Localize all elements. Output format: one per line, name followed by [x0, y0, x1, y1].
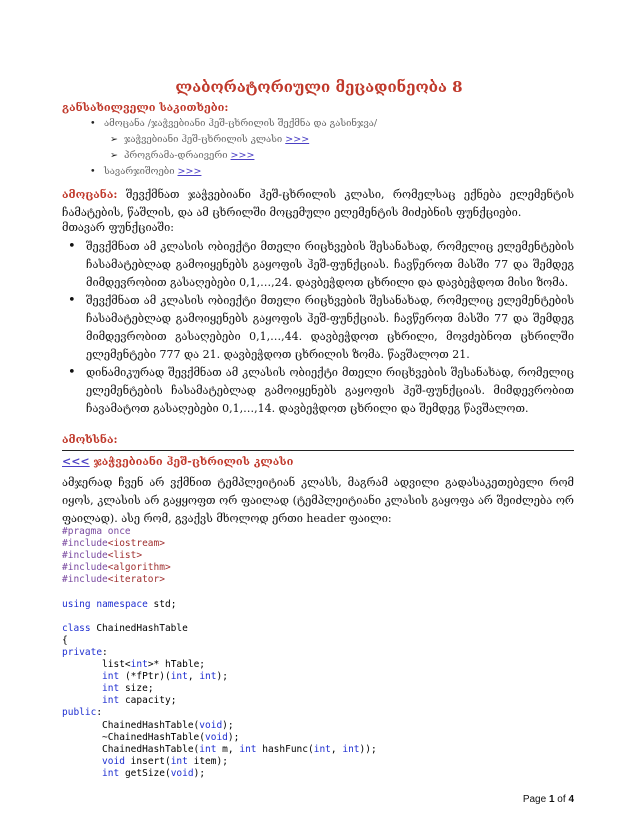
toc-sub-driver: ➢ პროგრამა-დრაივერი >>> [110, 150, 255, 161]
code-token: size; [119, 683, 154, 695]
code-token: void [205, 731, 228, 743]
code-token: { [62, 634, 68, 646]
code-token: #include [62, 574, 108, 586]
code-token: insert( [124, 755, 171, 767]
task-label: ამოცანა: [62, 188, 118, 201]
code-token: ); [216, 671, 228, 683]
code-token: <iostream> [107, 538, 165, 550]
code-line [62, 550, 377, 562]
toc-link-driver[interactable]: >>> [230, 150, 255, 161]
code-token: >* hTable; [147, 659, 206, 671]
code-line [62, 538, 377, 550]
bullet-icon: • [68, 239, 76, 254]
code-token: capacity; [119, 695, 177, 707]
code-line [62, 756, 377, 768]
divider [62, 450, 574, 451]
code-token: ); [222, 719, 234, 731]
code-token: ); [193, 767, 206, 779]
code-token: ChainedHashTable( [62, 743, 200, 755]
code-token: int [170, 671, 188, 683]
code-token: <iterator> [107, 574, 165, 586]
toc-item-task: • ამოცანა /ჯაჭვებიანი ჰეშ-ცხრილის შექმნა და გასინჯვა/ [90, 118, 378, 129]
toc-sub-class: ➢ ჯაჭვებიანი ჰეშ-ცხრილის კლასი >>> [110, 134, 310, 145]
code-token: int [313, 743, 331, 755]
code-token: using [62, 598, 91, 610]
arrow-bullet-icon: ➢ [110, 134, 118, 145]
code-token: int [102, 671, 120, 683]
code-line [62, 562, 377, 574]
code-token: std; [147, 598, 177, 610]
code-token: #include [62, 562, 108, 574]
code-token: ChainedHashTable( [62, 719, 200, 731]
task-bullet-3: • დინამიკურად შევქმნათ ამ კლასის ობიექტი მთელი რიცხვების შესანახად, რომელიც ელემენტების ჩასამატებლად გამოიყენებს გაყოფის ჰეშ-ფუნქციას. მიმდევრობით ჩავამატოთ გასაღებები 0,1,…,14. დავბეჭდოთ ცხრილი და შემდეგ წავშალოთ. [68, 365, 574, 415]
code-token: , [187, 671, 200, 683]
code-token: void [170, 767, 194, 779]
code-line [62, 683, 377, 695]
code-token [62, 768, 102, 779]
total-pages: 4 [568, 794, 574, 805]
bullet-icon: • [68, 293, 76, 308]
code-token: int [102, 683, 120, 695]
code-token: int [199, 743, 217, 755]
code-line [62, 720, 377, 732]
code-token: #pragma once [62, 526, 131, 537]
code-line [62, 526, 377, 538]
code-token: int [102, 695, 120, 707]
code-token: ); [227, 731, 240, 743]
task-bullet-2: • შევქმნათ ამ კლასის ობიექტი მთელი რიცხვების შესანახად, რომელიც ელემენტების ჩასამატებლად გამოიყენებს გაყოფის ჰეშ-ფუნქციას. ჩავწეროთ მასში 77 და შემდეგ მიმდევრობით გასაღებები 0,1,…,44. დავბეჭდოთ ცხრილი, მოვძებნოთ ცხრილში ელემენტები 777 და 21. დავბეჭდოთ ცხრილის ზომა. წავშალოთ 21. [68, 293, 574, 361]
code-token: public [62, 707, 97, 719]
code-token: #include [62, 550, 108, 562]
code-line [62, 659, 377, 671]
task-bullet-1: • შევქმნათ ამ კლასის ობიექტი მთელი რიცხვების შესანახად, რომელიც ელემენტების ჩასამატებლად გამოიყენებს გაყოფის ჰეშ-ფუნქციას. ჩავწეროთ მასში 77 და შემდეგ მიმდევრობით გასაღებები 0,1,…,24. დავბეჭდოთ ცხრილი და დავბეჭდოთ მისი ზომა. [68, 239, 574, 289]
code-token: , [330, 743, 343, 755]
bullet-icon: • [68, 365, 76, 380]
code-line [62, 611, 377, 623]
code-line [62, 635, 377, 647]
code-token: int [130, 659, 148, 671]
code-token: : [96, 707, 103, 719]
code-token: hashFunc( [256, 743, 314, 755]
code-token: list< [62, 659, 131, 671]
code-line [62, 707, 377, 719]
code-line [62, 744, 377, 756]
code-token: )); [359, 743, 377, 755]
code-line [62, 695, 377, 707]
code-token: <algorithm> [107, 562, 171, 574]
task-paragraph: ამოცანა: შევქმნათ ჯაჭვებიანი ჰეშ-ცხრილის კლასი, რომელსაც ექნება ელემენტის ჩამატების, წაშლის, და ამ ცხრილში მოცემული ელემენტის მიძებნის ფუნქციები. [62, 188, 574, 219]
page-title: ლაბორატორიული მეცადინეობა 8 [175, 78, 463, 96]
code-line [62, 599, 377, 611]
code-token: ChainedHashTable [90, 622, 188, 634]
solution-paragraph: ამჯერად ჩვენ არ ვქმნით ტემპლეიტიან კლასს, მაგრამ ადვილი გადასაკეთებელი რომ იყოს, კლასის არ გაყყოფთ ორ ფაილად (ტემპლეიტიანი კლასის გაყოფა არ შეიძლება ორ ფაილად). ასე რომ, გვაქვს მხოლოდ ერთი header ფაილი: [62, 476, 574, 525]
code-line [62, 671, 377, 683]
code-token: : [102, 646, 108, 658]
toc-link-exercises[interactable]: >>> [177, 166, 202, 177]
code-line [62, 647, 377, 659]
code-token: ~ChainedHashTable( [62, 731, 205, 743]
code-token: class [62, 622, 91, 634]
code-token: namespace [96, 598, 148, 610]
code-line [62, 623, 377, 635]
solution-heading: ამოხსნა: [62, 433, 118, 446]
code-token: private [62, 646, 103, 658]
code-token: void [199, 719, 223, 731]
code-token: (*fPtr)( [119, 671, 171, 683]
code-token: int [102, 767, 120, 779]
arrow-bullet-icon: ➢ [110, 150, 118, 161]
code-token: m, [216, 743, 240, 755]
code-line [62, 768, 377, 780]
page-footer: Page 1 of 4 [522, 794, 574, 805]
code-token [62, 683, 102, 694]
code-token: #include [62, 538, 108, 550]
code-line [62, 586, 377, 598]
code-token: int [199, 671, 217, 683]
code-token: getSize( [119, 767, 171, 779]
code-token: item); [187, 755, 228, 767]
topics-heading: განსახილველი საკითხები: [62, 101, 229, 114]
toc-item-exercises: • სავარჯიშოები >>> [90, 166, 202, 177]
code-token: int [342, 743, 360, 755]
bullet-icon: • [90, 118, 96, 129]
code-token: <list> [107, 550, 143, 562]
class-section-heading: <<< ჯაჭვებიანი ჰეშ-ცხრილის კლასი [62, 455, 294, 468]
current-page: 1 [548, 794, 555, 805]
code-token: int [170, 755, 188, 767]
main-function-label: მთავარ ფუნქციაში: [62, 221, 174, 234]
code-token: void [102, 755, 125, 767]
bullet-icon: • [90, 166, 96, 177]
toc-link-class[interactable]: >>> [285, 134, 310, 145]
code-token [62, 756, 102, 767]
code-token [62, 695, 102, 706]
code-line [62, 574, 377, 586]
back-link[interactable]: <<< [62, 455, 90, 468]
code-token [62, 671, 102, 682]
code-line [62, 732, 377, 744]
code-block [62, 526, 377, 780]
code-token: int [239, 743, 257, 755]
